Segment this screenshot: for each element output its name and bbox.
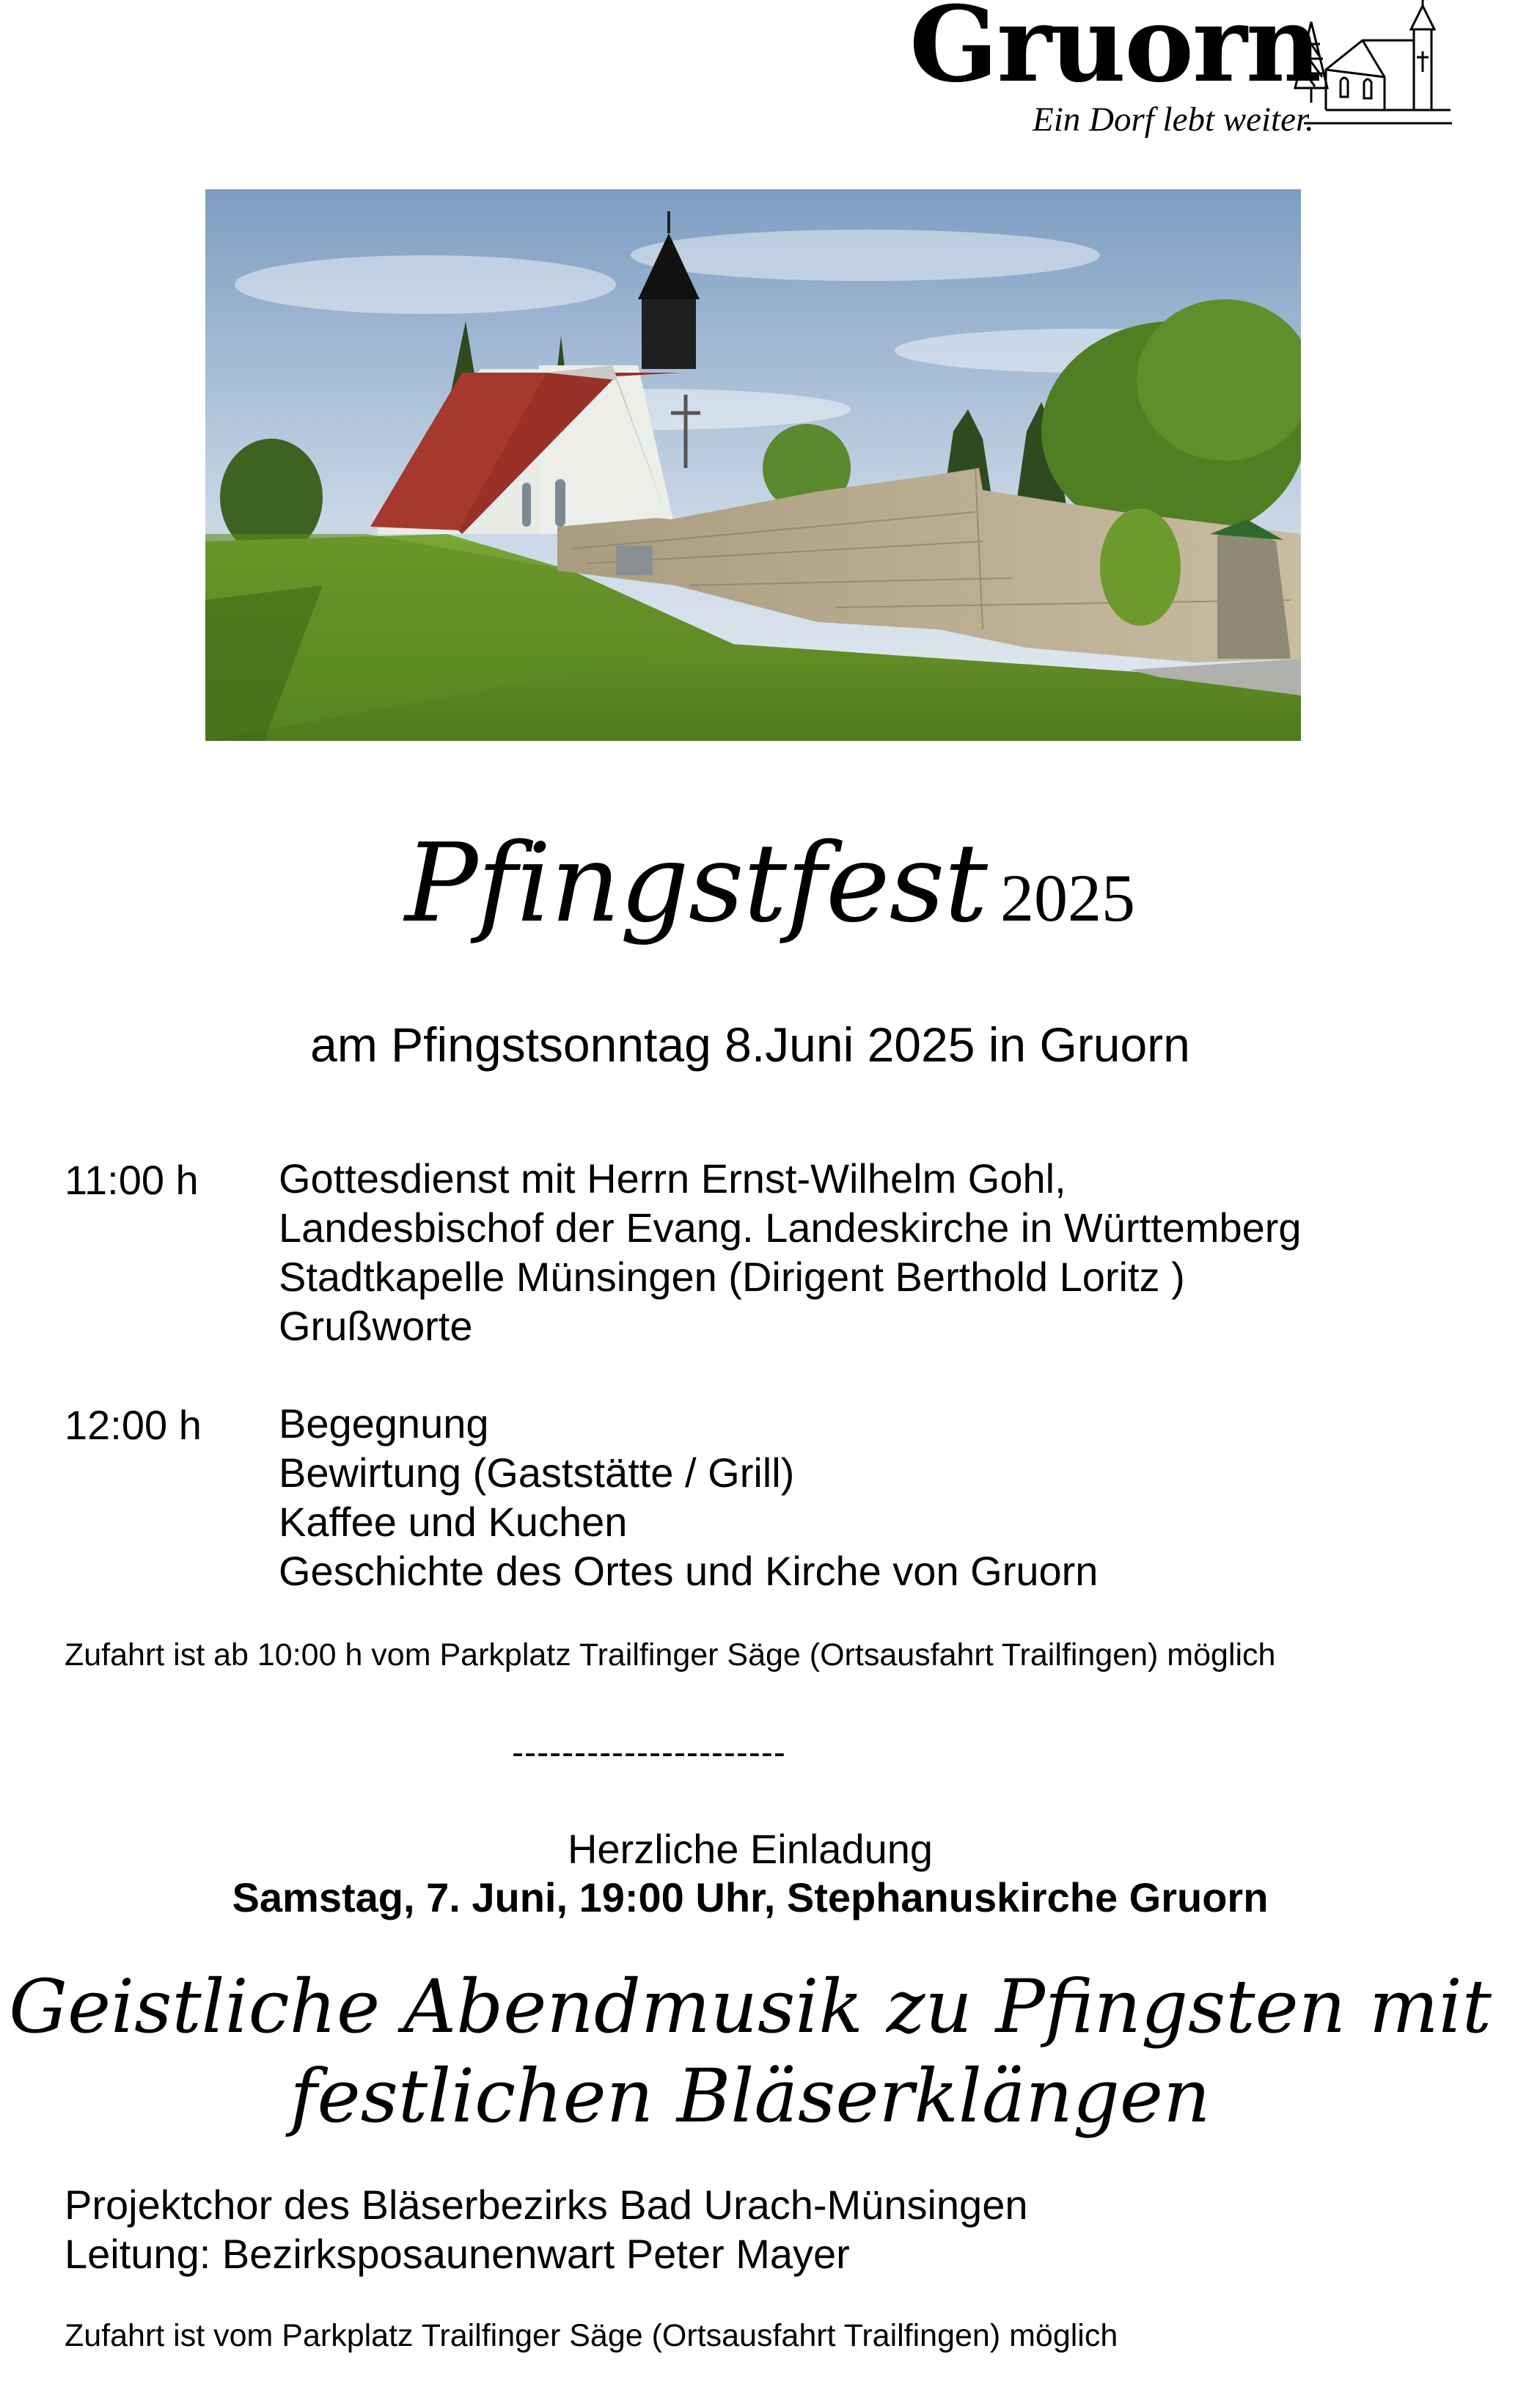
invitation: [0, 1825, 1500, 1922]
program-item: Begegnung: [279, 1400, 489, 1447]
program-time-2: 12:00 h: [65, 1402, 202, 1448]
program-item: Geschichte des Ortes und Kirche von Gruorn: [279, 1548, 1099, 1594]
program-item: Landesbischof der Evang. Landeskirche in Württemberg: [279, 1205, 1302, 1251]
choir-leader: Leitung: Bezirksposaunenwart Peter Mayer: [65, 2231, 850, 2277]
logo-tagline: Ein Dorf lebt weiter.: [1033, 100, 1314, 139]
title-year: 2025: [1000, 860, 1135, 935]
program-item: Stadtkapelle Münsingen (Dirigent Berthold Loritz ): [279, 1254, 1185, 1300]
program-item: Kaffee und Kuchen: [279, 1499, 628, 1545]
program-item: Grußworte: [279, 1303, 473, 1349]
church-landscape-image: [205, 189, 1301, 741]
access-note-2: Zufahrt ist vom Parkplatz Trailfinger Säge (Ortsausfahrt Trailfingen) möglich: [65, 2318, 1118, 2353]
title-main: Pfingstfest: [405, 820, 987, 946]
church-photo: [205, 189, 1301, 741]
separator-line: ----------------------: [512, 1733, 786, 1772]
invite-date: Samstag, 7. Juni, 19:00 Uhr, Stephanuskirche Gruorn: [232, 1874, 1269, 1920]
program-time-1: 11:00 h: [65, 1157, 199, 1203]
invite-heading: Herzliche Einladung: [567, 1826, 934, 1872]
choir-name: Projektchor des Bläserbezirks Bad Urach-Münsingen: [65, 2182, 1028, 2228]
program-items-2: [279, 1399, 1098, 1595]
concert-title-line-1: Geistliche Abendmusik zu Pfingsten mit: [9, 1964, 1492, 2050]
concert-title: [0, 1962, 1500, 2141]
concert-title-line-2: festlichen Bläserklängen: [290, 2053, 1211, 2139]
church-logo-icon: [1282, 0, 1452, 136]
choir-info: [65, 2180, 1027, 2278]
program-item: Gottesdienst mit Herrn Ernst-Wilhelm Gohl,: [279, 1155, 1066, 1202]
access-note-1: Zufahrt ist ab 10:00 h vom Parkplatz Trailfinger Säge (Ortsausfahrt Trailfingen) möglich: [65, 1637, 1276, 1673]
program-items-1: [279, 1154, 1302, 1350]
gruorn-logo: [909, 0, 1452, 147]
event-subtitle: am Pfingstsonntag 8.Juni 2025 in Gruorn: [310, 1017, 1190, 1072]
program-item: Bewirtung (Gaststätte / Grill): [279, 1450, 795, 1496]
logo-wordmark: Gruorn: [909, 0, 1321, 106]
page-title: [0, 820, 1540, 946]
